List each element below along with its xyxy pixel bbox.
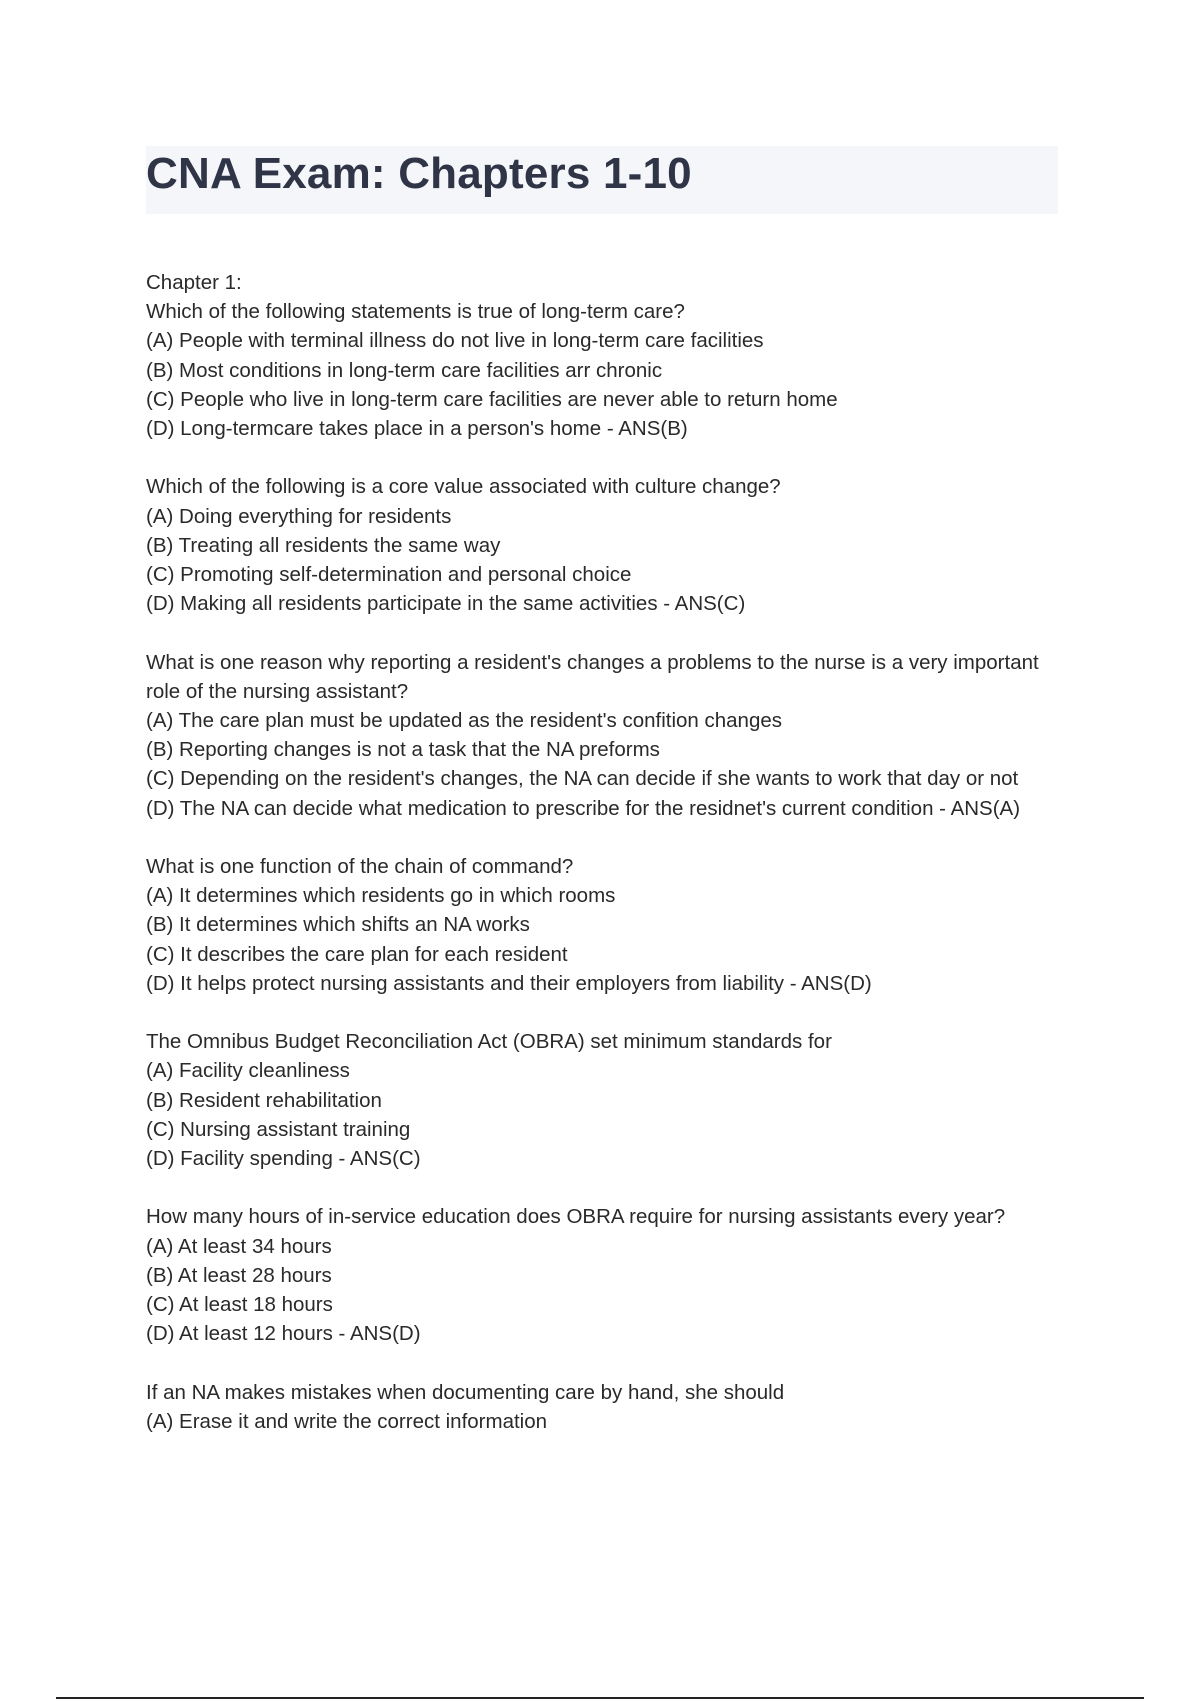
- answer-option: (A) At least 34 hours: [146, 1234, 332, 1258]
- question-text: Which of the following is a core value associated with culture change?: [146, 475, 781, 499]
- answer-option: (C) Promoting self-determination and personal choice: [146, 563, 632, 587]
- answer-option: (A) Doing everything for residents: [146, 504, 452, 528]
- answer-option: (B) Treating all residents the same way: [146, 533, 501, 557]
- answer-option: (D) At least 12 hours - ANS(D): [146, 1322, 421, 1346]
- question-block: [146, 1202, 1066, 1348]
- answer-option: (A) The care plan must be updated as the resident's confition changes: [146, 709, 783, 733]
- answer-option: (D) Facility spending - ANS(C): [146, 1147, 421, 1171]
- answer-option: (B) Most conditions in long-term care facilities arr chronic: [146, 358, 663, 382]
- answer-option: (D) The NA can decide what medication to prescribe for the residnet's current condition - ANS(A): [146, 796, 1021, 820]
- answer-option: (B) Resident rehabilitation: [146, 1088, 382, 1112]
- answer-option: (B) At least 28 hours: [146, 1263, 332, 1287]
- chapter-label: Chapter 1:: [146, 271, 242, 294]
- answer-option: (D) It helps protect nursing assistants and their employers from liability - ANS(D): [146, 971, 872, 995]
- document-content: [146, 268, 1066, 1465]
- question-block: [146, 1378, 1066, 1436]
- answer-option: (A) Facility cleanliness: [146, 1059, 350, 1083]
- question-text: The Omnibus Budget Reconciliation Act (OBRA) set minimum standards for: [146, 1030, 832, 1054]
- page-title: CNA Exam: Chapters 1-10: [146, 149, 692, 198]
- question-block: [146, 852, 1066, 998]
- answer-option: (A) Erase it and write the correct information: [146, 1409, 548, 1433]
- answer-option: (B) It determines which shifts an NA works: [146, 913, 530, 937]
- answer-option: (C) People who live in long-term care facilities are never able to return home: [146, 387, 838, 411]
- page-bottom-rule: [56, 1697, 1144, 1699]
- question-text: What is one reason why reporting a resident's changes a problems to the nurse is a very important role of the nursing assistant?: [146, 650, 1039, 703]
- question-block: [146, 472, 1066, 618]
- answer-option: (A) It determines which residents go in which rooms: [146, 884, 616, 908]
- answer-option: (D) Long-termcare takes place in a person's home - ANS(B): [146, 417, 688, 441]
- question-block: [146, 1027, 1066, 1173]
- answer-option: (C) At least 18 hours: [146, 1293, 333, 1317]
- answer-option: (A) People with terminal illness do not live in long-term care facilities: [146, 329, 764, 353]
- question-block: [146, 648, 1066, 823]
- question-text: How many hours of in-service education does OBRA require for nursing assistants every year?: [146, 1205, 1006, 1229]
- answer-option: (D) Making all residents participate in the same activities - ANS(C): [146, 592, 746, 616]
- answer-option: (B) Reporting changes is not a task that the NA preforms: [146, 738, 660, 762]
- question-text: What is one function of the chain of command?: [146, 855, 574, 879]
- question-block: [146, 268, 1066, 443]
- question-text: Which of the following statements is true of long-term care?: [146, 300, 685, 324]
- answer-option: (C) Depending on the resident's changes, the NA can decide if she wants to work that day or not: [146, 767, 1019, 791]
- question-text: If an NA makes mistakes when documenting care by hand, she should: [146, 1380, 785, 1404]
- answer-option: (C) Nursing assistant training: [146, 1117, 411, 1141]
- answer-option: (C) It describes the care plan for each resident: [146, 942, 568, 966]
